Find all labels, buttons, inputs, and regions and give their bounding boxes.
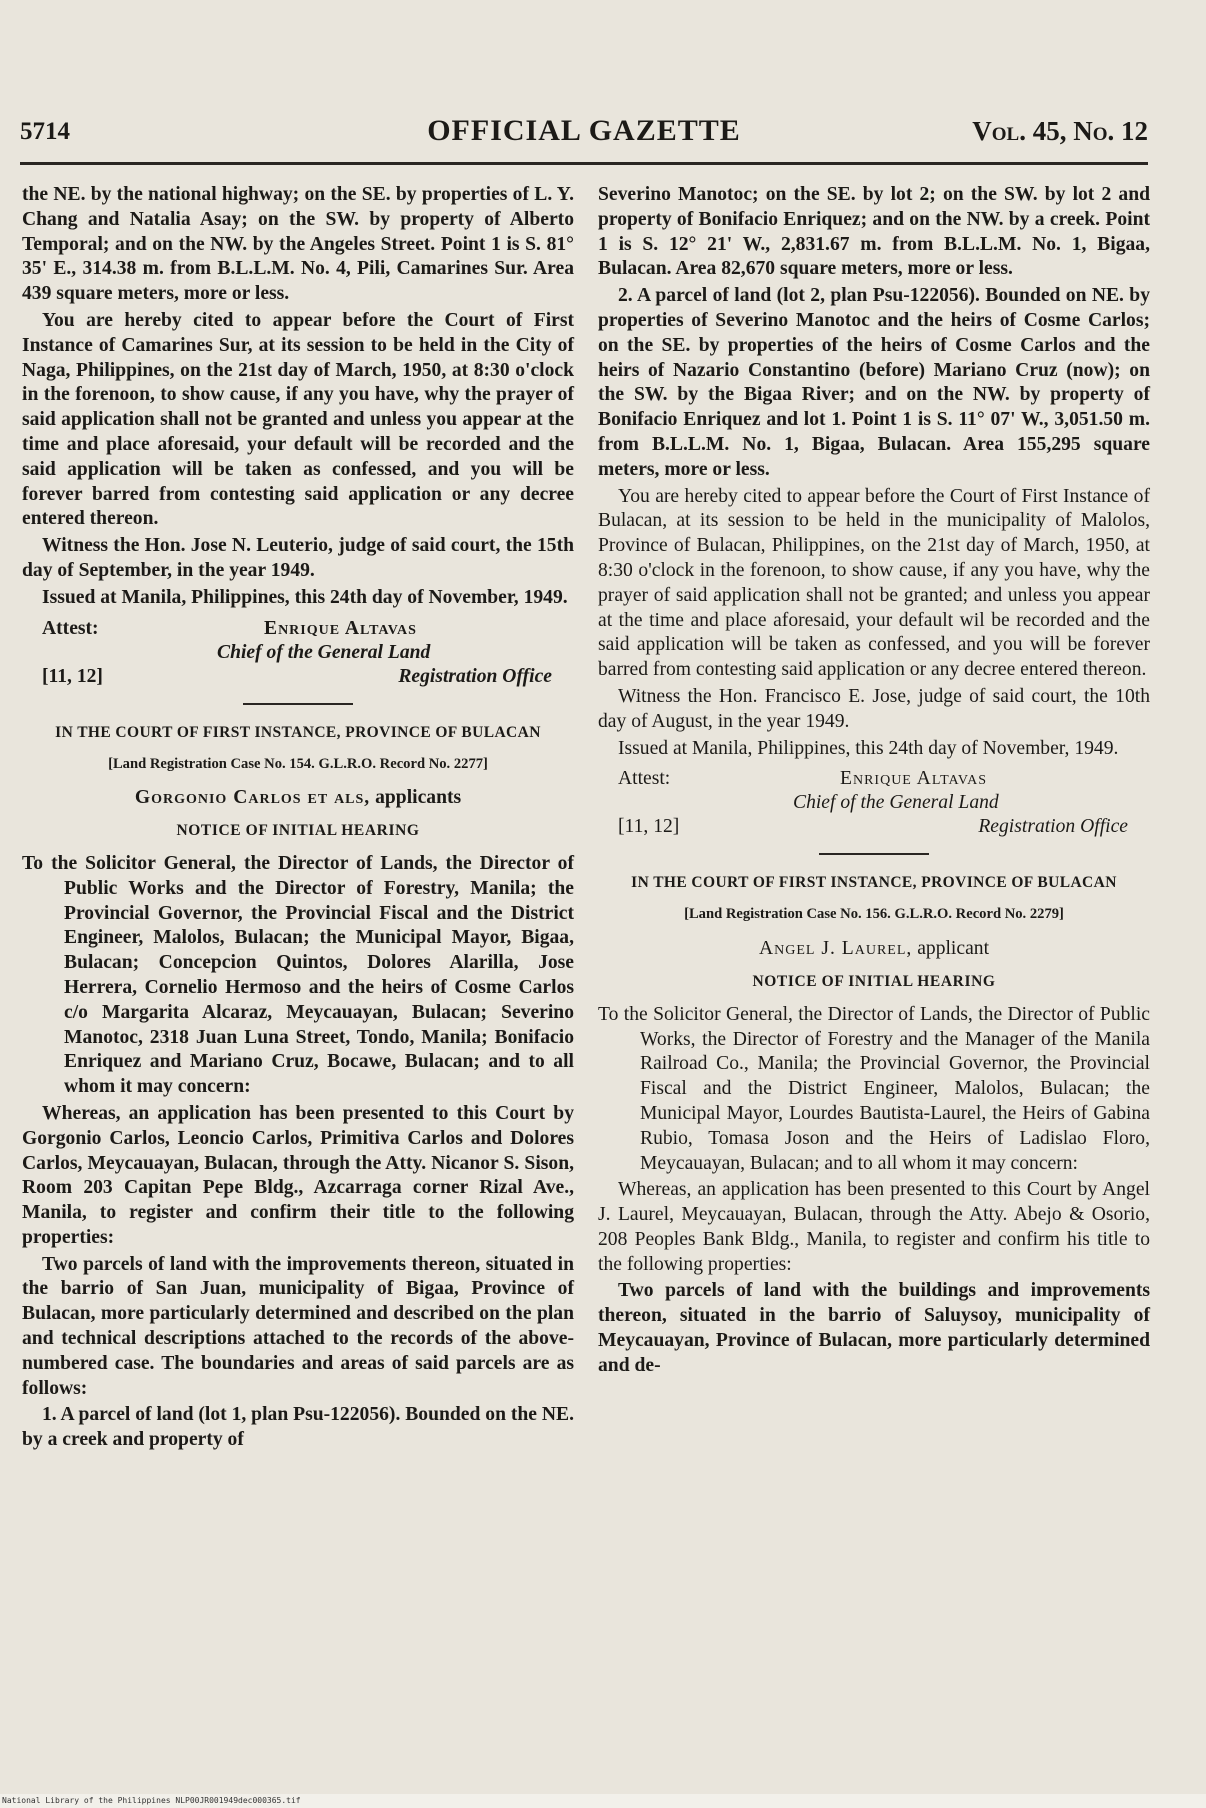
notice-heading: NOTICE OF INITIAL HEARING: [176, 822, 420, 840]
paragraph: 1. A parcel of land (lot 1, plan Psu-122056). Bounded on the NE. by a creek and property of: [22, 1404, 575, 1451]
issue-reference: [11, 12]: [618, 816, 680, 838]
paragraph: You are hereby cited to appear before the Court of First Instance of Camarines Sur, at its session to be held in the City of Naga, Philippines, on the 21st day of March, 1950, at 8:30 o'clock in the forenoon, to show cause, if any you have, why the prayer of said application shall not be granted and unless you appear at the time and place aforesaid, your default will be recorded and the said application will be taken as confessed, and you will be forever barred from contesting said application or any decree entered thereon.: [22, 309, 574, 530]
addressees: To the Solicitor General, the Director of Lands, the Director of Public Works, the Director of Forestry and the Manager of the Manila Railroad Co., Manila; the Provincial Governor, the Provincial Fiscal and the District Engineer, Malolos, Bulacan; the Municipal Mayor, Lourdes Bautista-Laurel, the Heirs of Gabina Rubio, Tomasa Joson and the Heirs of Ladislao Floro, Meycauayan, Bulacan; and to all whom it may concern:: [598, 1003, 1150, 1174]
paragraph: Two parcels of land with the buildings and improvements thereon, situated in the barrio of Saluysoy, municipality of Meycauayan, Province of Bulacan, more particularly determined and de-: [598, 1280, 1150, 1376]
left-column: [22, 183, 574, 1455]
page-header: [20, 112, 1148, 152]
signatory-title: Chief of the General Land: [793, 792, 999, 814]
scan-footer: National Library of the Philippines NLP00JR001949dec000365.tif: [0, 1794, 1206, 1808]
header-rule: [20, 162, 1148, 165]
paragraph: You are hereby cited to appear before the Court of First Instance of Bulacan, at its session to be held in the municipality of Malolos, Province of Bulacan, Philippines, on the 21st day of March, 1950, at 8:30 o'clock in the forenoon, to show cause, if any you have, why the prayer of said application shall not be granted; and unless you appear at the time and place aforesaid, your default wil be recorded and the said application will be taken as confessed, and you will be forever barred from contesting said application or any decree entered thereon.: [598, 485, 1150, 681]
section-divider: [243, 703, 353, 705]
page-number: 5714: [20, 118, 70, 145]
paragraph: Two parcels of land with the improvements thereon, situated in the barrio of San Juan, municipality of Bigaa, Province of Bulacan, more particularly determined and described on the plan and technical descriptions attached to the records of the above-numbered case. The boundaries and areas of said parcels are as follows:: [22, 1253, 574, 1399]
paragraph: Whereas, an application has been presented to this Court by Gorgonio Carlos, Leoncio Carlos, Primitiva Carlos and Dolores Carlos, Meycauayan, Bulacan, through the Atty. Nicanor S. Sison, Room 203 Capitan Pepe Bldg., Azcarraga corner Rizal Ave., Manila, to register and confirm their title to the following properties:: [22, 1102, 574, 1248]
applicant-line: [22, 786, 574, 811]
applicant-name: Angel J. Laurel,: [758, 938, 913, 960]
addressees: To the Solicitor General, the Director of Lands, the Director of Public Works and the Director of Forestry, Manila; the Provincial Governor, the Provincial Fiscal and the District Engineer, Malolos, Bulacan; the Municipal Mayor, Bigaa, Bulacan; Concepcion Quintos, Dolores Alarilla, Jose Herrera, Cornelio Hermoso and the heirs of Cosme Carlos c/o Margarita Alcaraz, Meycauayan, Bulacan; Severino Manotoc, 2318 Juan Luna Street, Tondo, Manila; Bonifacio Enriquez and Mariano Cruz, Bocawe, Bulacan; and to all whom it may concern:: [22, 852, 574, 1098]
applicant-role: applicants: [375, 787, 462, 809]
case-number: [Land Registration Case No. 156. G.L.R.O. Record No. 2279]: [684, 906, 1064, 923]
signatory-name: Enrique Altavas: [264, 617, 417, 639]
signatory-name: Enrique Altavas: [840, 768, 988, 790]
paragraph: the NE. by the national highway; on the SE. by properties of L. Y. Chang and Natalia Asay; on the SW. by property of Alberto Temporal; and on the NW. by the Angeles Street. Point 1 is S. 81° 35' E., 314.38 m. from B.L.L.M. No. 4, Pili, Camarines Sur. Area 439 square meters, more or less.: [22, 184, 574, 305]
signatory-office: Registration Office: [398, 665, 552, 687]
applicant-name: Gorgonio Carlos et als,: [134, 787, 371, 809]
attest-label: Attest:: [618, 768, 671, 790]
paragraph: Witness the Hon. Jose N. Leuterio, judge of said court, the 15th day of September, in the year 1949.: [22, 535, 574, 581]
applicant-role: applicant: [917, 938, 990, 960]
signatory-office: Registration Office: [978, 816, 1128, 838]
case-number: [Land Registration Case No. 154. G.L.R.O. Record No. 2277]: [108, 755, 488, 772]
paragraph: Issued at Manila, Philippines, this 24th day of November, 1949.: [618, 737, 1119, 759]
applicant-line: [598, 937, 1150, 962]
paragraph: Issued at Manila, Philippines, this 24th day of November, 1949.: [42, 586, 568, 608]
issue-reference: [11, 12]: [42, 665, 103, 687]
attestation-block: [598, 767, 1150, 839]
paragraph: Witness the Hon. Francisco E. Jose, judge of said court, the 10th day of August, in the year 1949.: [598, 685, 1150, 732]
court-heading: IN THE COURT OF FIRST INSTANCE, PROVINCE OF BULACAN: [631, 874, 1117, 892]
notice-heading: NOTICE OF INITIAL HEARING: [752, 972, 996, 990]
publication-title: OFFICIAL GAZETTE: [427, 114, 741, 147]
section-divider: [819, 853, 929, 855]
right-column: [598, 183, 1150, 1381]
attestation-block: [22, 617, 574, 689]
court-heading: IN THE COURT OF FIRST INSTANCE, PROVINCE OF BULACAN: [55, 723, 541, 741]
paragraph: 2. A parcel of land (lot 2, plan Psu-122056). Bounded on NE. by properties of Severino Manotoc and the heirs of Cosme Carlos; on the SE. by properties of the heirs of Cosme Carlos and the heirs of Nazario Constantino (before) Mariano Cruz (now); on the SW. by the Bigaa River; and on the NW. by property of Bonifacio Enriquez and lot 1. Point 1 is S. 11° 07' W., 3,051.50 m. from B.L.L.M. No. 1, Bigaa, Bulacan. Area 155,295 square meters, more or less.: [598, 285, 1150, 480]
paragraph: Whereas, an application has been presented to this Court by Angel J. Laurel, Meycauayan, Bulacan, through the Atty. Abejo & Osorio, 208 Peoples Bank Bldg., Manila, to register and confirm his title to the following properties:: [598, 1179, 1150, 1275]
volume-number: Vol. 45, No. 12: [972, 116, 1148, 146]
attest-label: Attest:: [42, 617, 99, 639]
signatory-title: Chief of the General Land: [217, 641, 431, 663]
paragraph: Severino Manotoc; on the SE. by lot 2; on the SW. by lot 2 and property of Bonifacio Enriquez; and on the NW. by a creek. Point 1 is S. 12° 21' W., 2,831.67 m. from B.L.L.M. No. 1, Bigaa, Bulacan. Area 82,670 square meters, more or less.: [598, 184, 1150, 280]
